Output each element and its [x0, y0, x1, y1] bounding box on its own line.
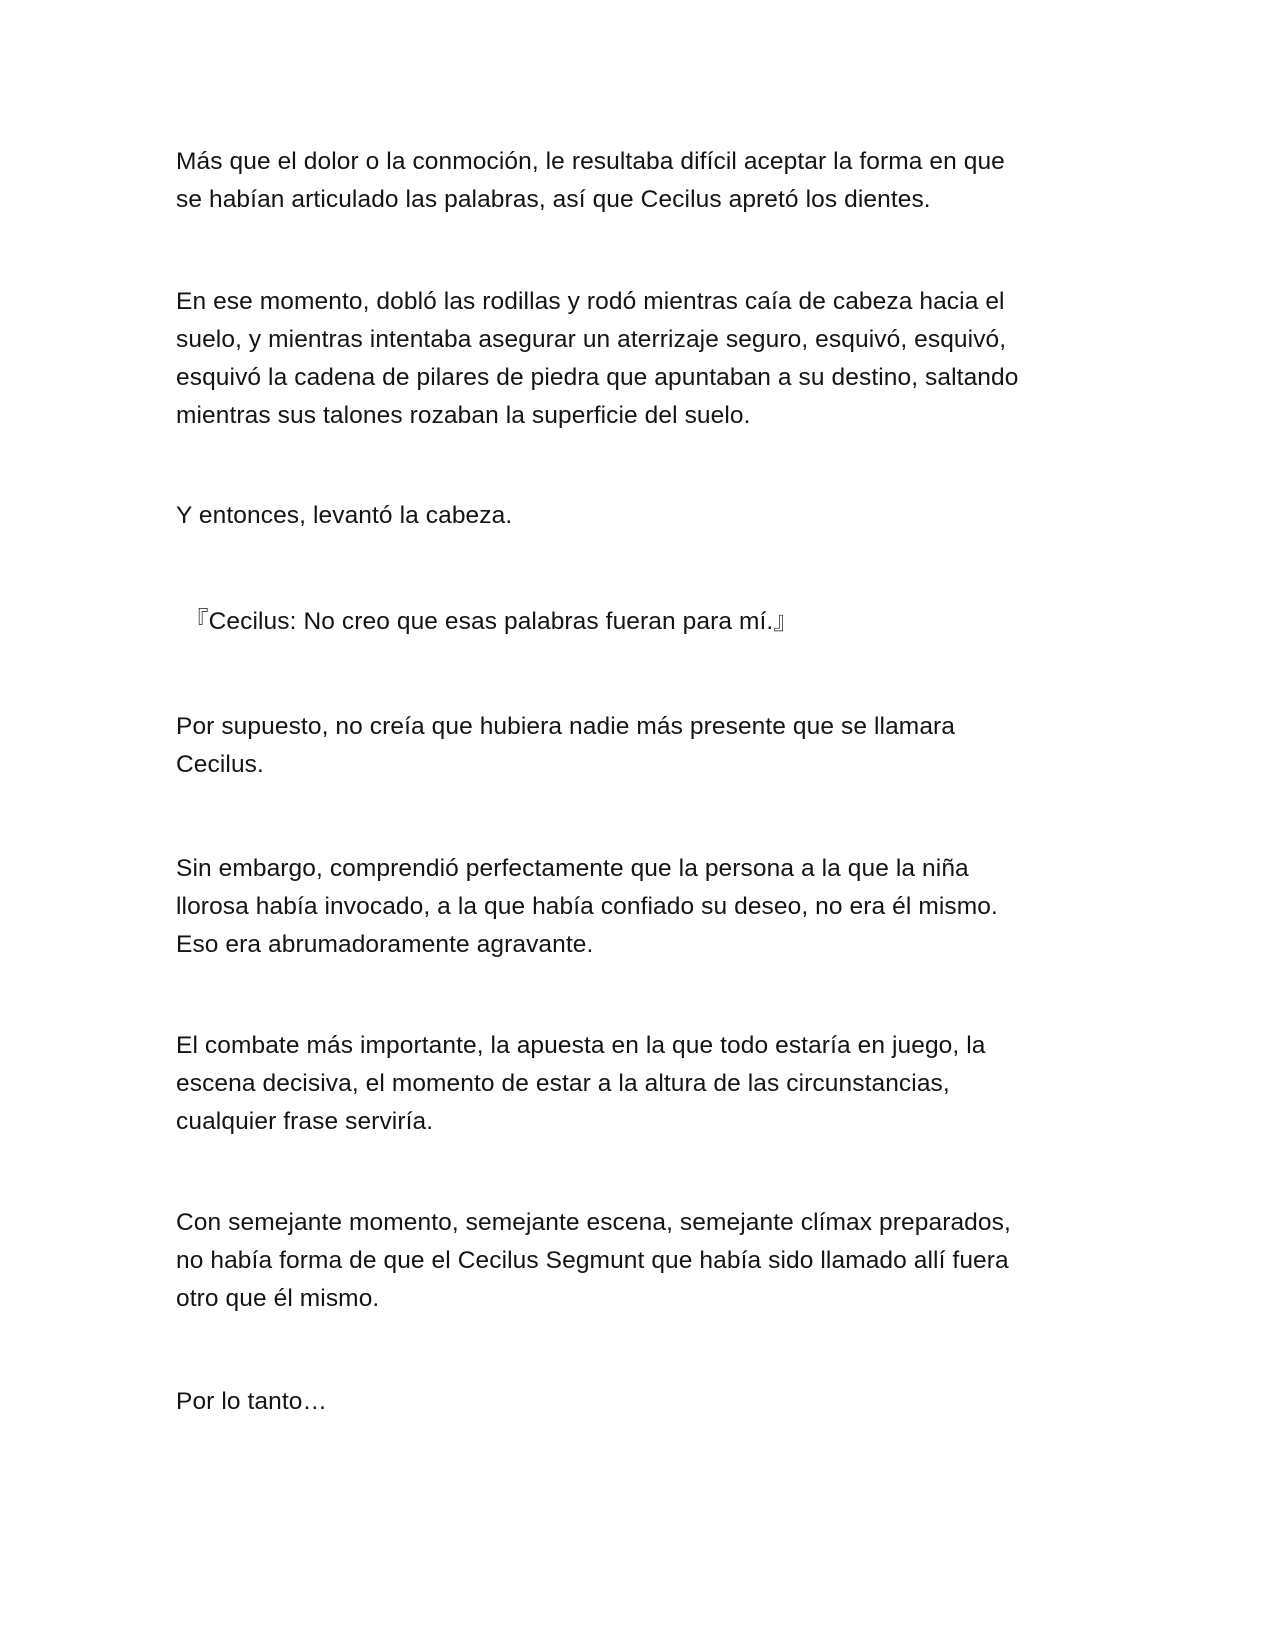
paragraph-7	[176, 1027, 1096, 1141]
text-line: Por lo tanto…	[176, 1388, 328, 1415]
text-line: Y entonces, levantó la cabeza.	[176, 502, 513, 529]
text-line: El combate más importante, la apuesta en la que todo estaría en juego, la	[176, 1032, 986, 1059]
text-line: esquivó la cadena de pilares de piedra que apuntaban a su destino, saltando	[176, 364, 1019, 391]
paragraph-5	[176, 708, 1096, 784]
text-line: llorosa había invocado, a la que había confiado su deseo, no era él mismo.	[176, 893, 998, 920]
text-line: En ese momento, dobló las rodillas y rodó mientras caía de cabeza hacia el	[176, 288, 1005, 315]
text-line: se habían articulado las palabras, así que Cecilus apretó los dientes.	[176, 186, 931, 213]
text-line: Más que el dolor o la conmoción, le resultaba difícil aceptar la forma en que	[176, 148, 1005, 175]
text-line: Eso era abrumadoramente agravante.	[176, 931, 594, 958]
text-line: 『Cecilus: No creo que esas palabras fueran para mí.』	[184, 608, 798, 635]
paragraph-6	[176, 850, 1096, 964]
text-line: suelo, y mientras intentaba asegurar un aterrizaje seguro, esquivó, esquivó,	[176, 326, 1007, 353]
text-line: Por supuesto, no creía que hubiera nadie más presente que se llamara	[176, 713, 956, 740]
paragraph-9	[176, 1383, 1096, 1421]
text-line: no había forma de que el Cecilus Segmunt que había sido llamado allí fuera	[176, 1247, 1009, 1274]
text-line: cualquier frase serviría.	[176, 1108, 434, 1135]
paragraph-8	[176, 1204, 1096, 1318]
dialogue-quote	[184, 603, 1104, 641]
text-line: Sin embargo, comprendió perfectamente que la persona a la que la niña	[176, 855, 969, 882]
paragraph-1	[176, 143, 1096, 219]
text-line: Cecilus.	[176, 751, 264, 778]
text-line: mientras sus talones rozaban la superficie del suelo.	[176, 402, 751, 429]
text-line: escena decisiva, el momento de estar a la altura de las circunstancias,	[176, 1070, 950, 1097]
paragraph-3	[176, 497, 1096, 535]
text-line: otro que él mismo.	[176, 1285, 380, 1312]
paragraph-2	[176, 283, 1096, 435]
text-line: Con semejante momento, semejante escena, semejante clímax preparados,	[176, 1209, 1011, 1236]
